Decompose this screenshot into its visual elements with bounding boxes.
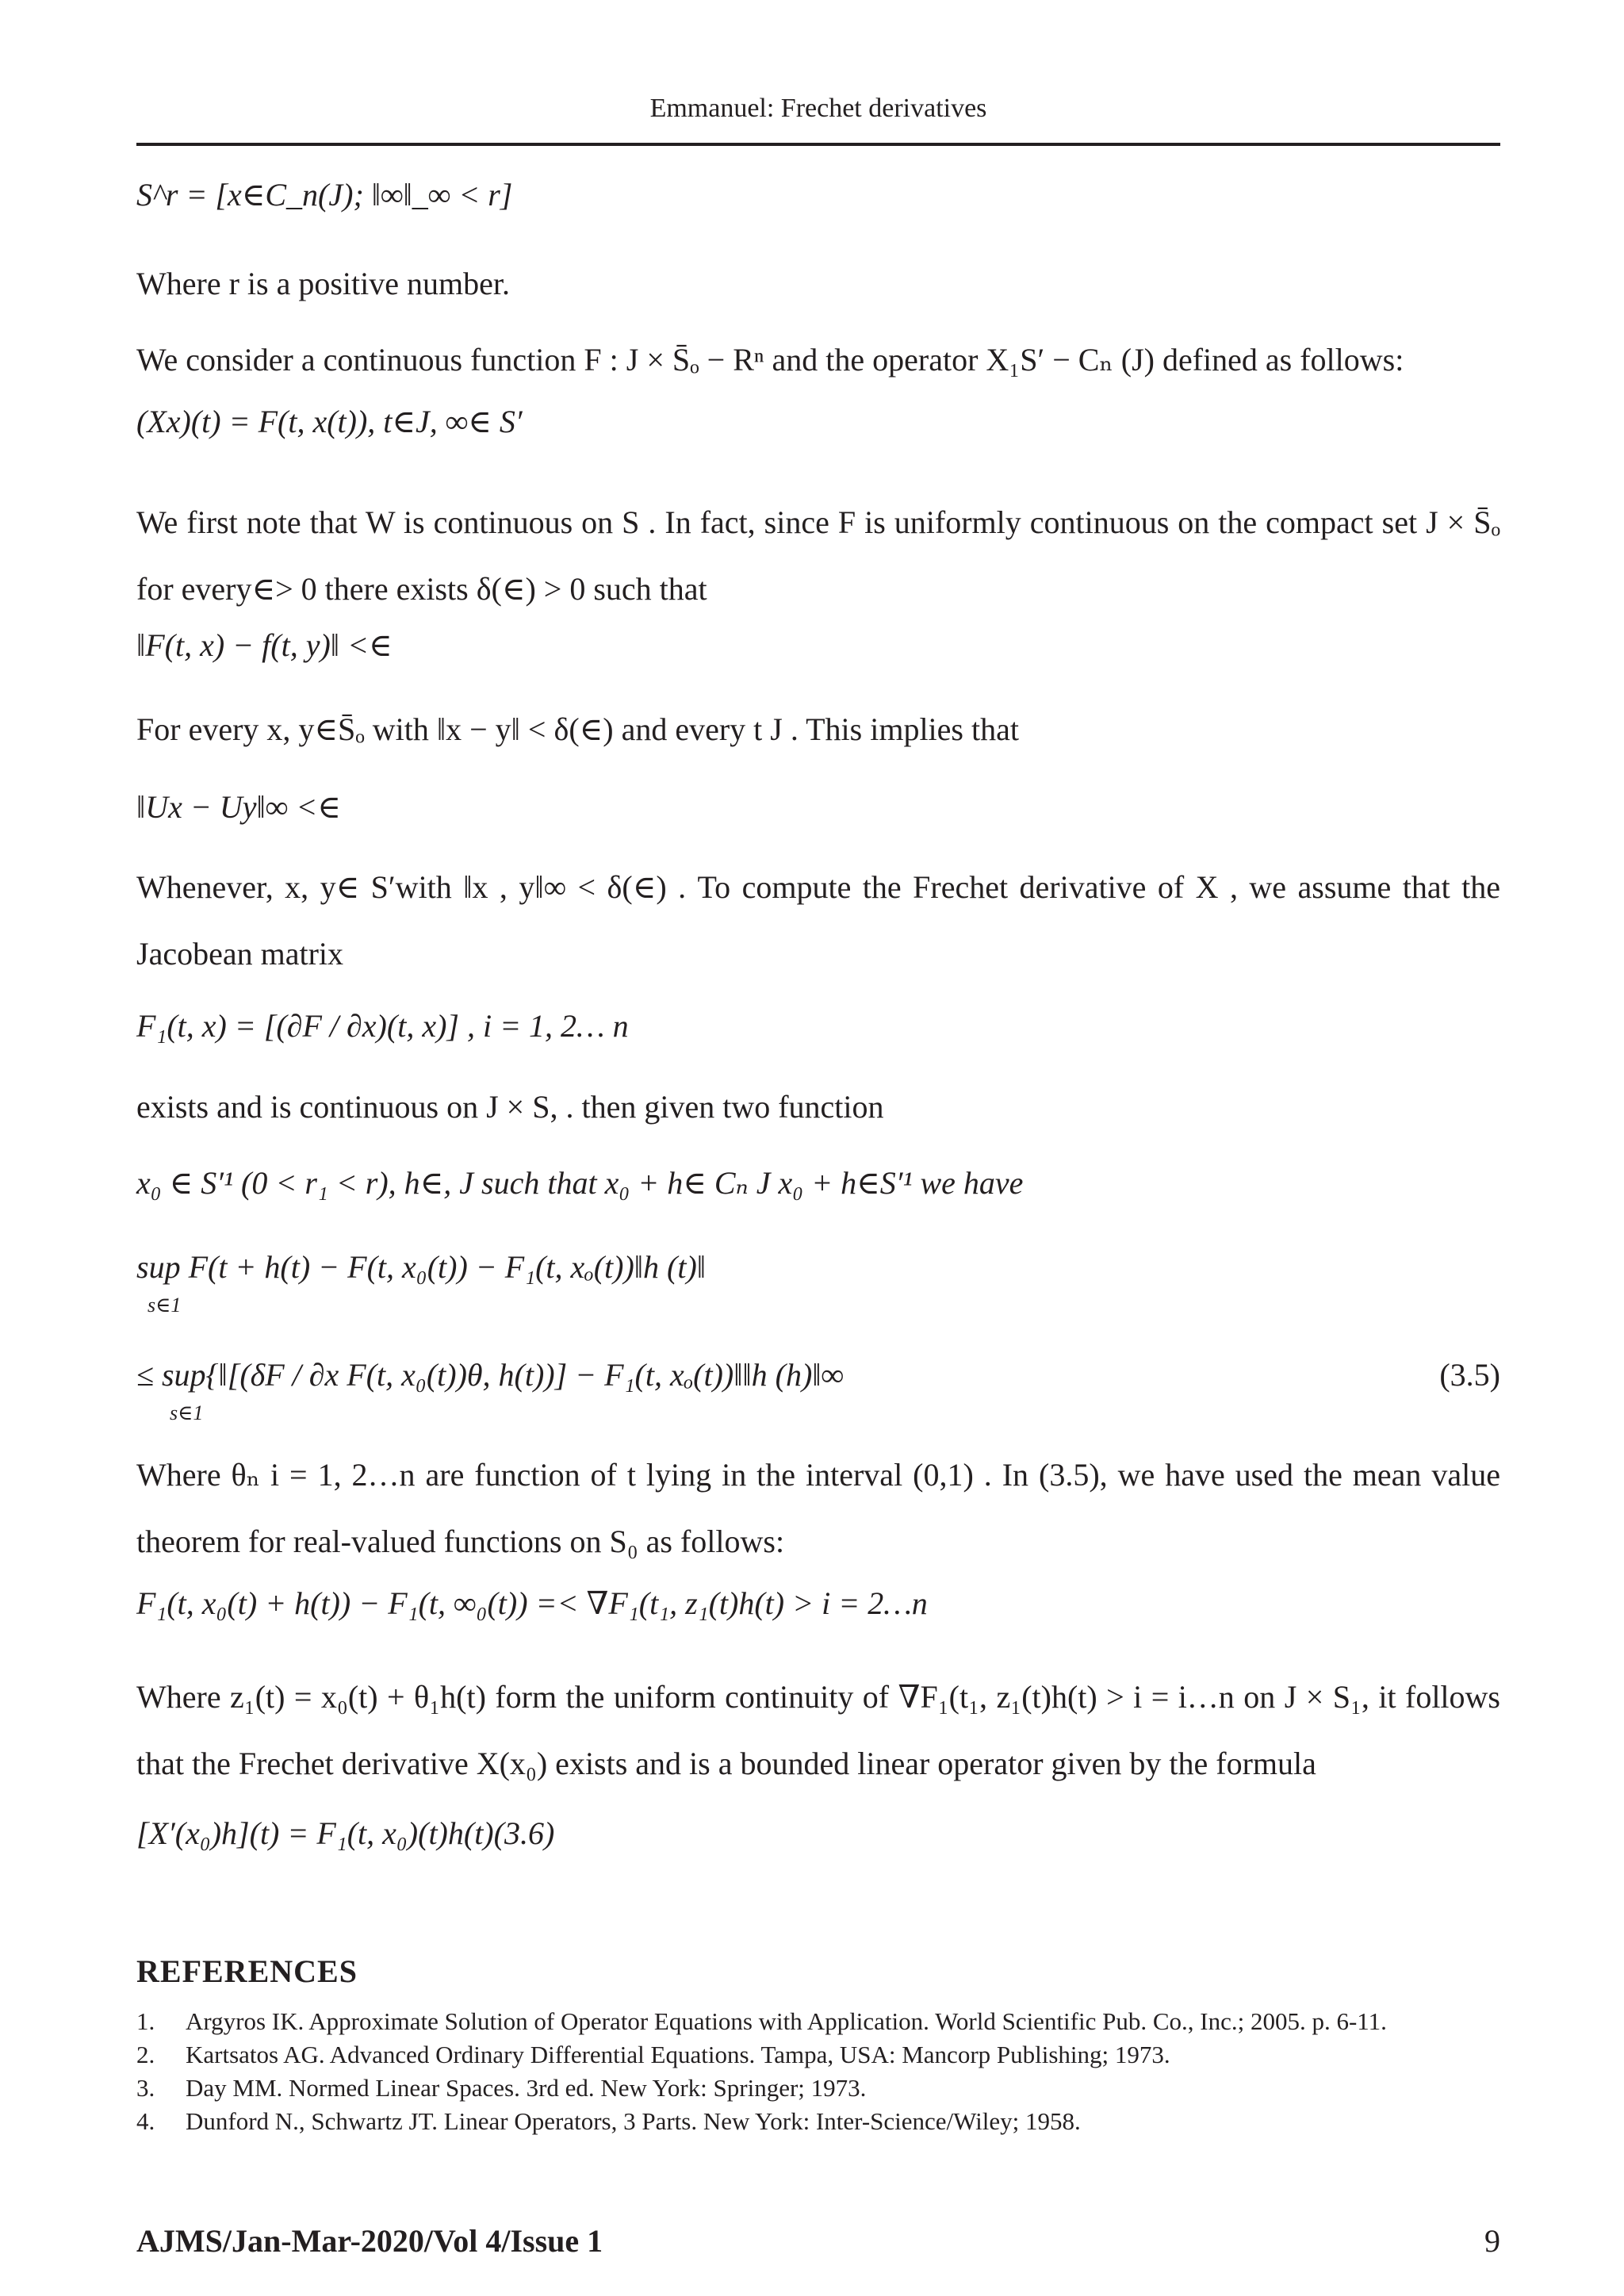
equation-3-6: [X′(x₀)h](t) = F₁(t, x₀)(t)h(t)(3.6) [136, 1815, 555, 1851]
paragraph-where-r: Where r is a positive number. [136, 266, 510, 301]
paragraph-where-theta: Where θₙ i = 1, 2…n are function of t lying in the interval (0,1) . In (3.5), we have used the mean value theorem for real-valued functions on S₀ as follows: [136, 1457, 1500, 1559]
reference-item [136, 2005, 1500, 2038]
equation-norm-1: ‖F(t, x) − f(t, y)‖ <∈ [136, 627, 393, 663]
footer-page-number: 9 [1484, 2223, 1500, 2259]
equation-number-3-5: (3.5) [1439, 1357, 1500, 1393]
paragraph-whenever: Whenever, x, y∈ S′with ‖x , y‖∞ < δ(∈) . To compute the Frechet derivative of X , we assume that the Jacobean matrix [136, 869, 1500, 972]
equation-sup-1: sup F(t + h(t) − F(t, x₀(t)) − F₁(t, xₒ(t))‖h (t)‖ [136, 1249, 707, 1285]
paragraph-first-note: We first note that W is continuous on S . In fact, since F is uniformly continuous on the compact set J × S̄ₒ for every∈> 0 there exists δ(∈) > 0 such that [136, 504, 1500, 607]
footer-journal: AJMS/Jan-Mar-2020/Vol 4/Issue 1 [136, 2223, 603, 2259]
header-rule [136, 143, 1500, 146]
reference-text: Dunford N., Schwartz JT. Linear Operators, 3 Parts. New York: Inter-Science/Wiley; 1958. [186, 2107, 1081, 2135]
equation-sup-2-subscript: s∈1 [170, 1401, 204, 1424]
reference-text: Day MM. Normed Linear Spaces. 3rd ed. New York: Springer; 1973. [186, 2074, 867, 2102]
paragraph-consider: We consider a continuous function F : J × S̄ₒ − Rⁿ and the operator X₁S′ − Cₙ (J) defined as follows: [136, 342, 1404, 378]
paragraph-exists: exists and is continuous on J × S, . then given two function [136, 1089, 884, 1125]
reference-item [136, 2105, 1500, 2138]
reference-text: Argyros IK. Approximate Solution of Operator Equations with Application. World Scientific Pub. Co., Inc.; 2005. p. 6-11. [186, 2007, 1387, 2035]
equation-x0: x₀ ∈ S′¹ (0 < r₁ < r), h∈, J such that x₀ + h∈ Cₙ J x₀ + h∈S′¹ we have [136, 1165, 1024, 1201]
reference-number: 4. [136, 2107, 155, 2135]
equation-sup-1-subscript: s∈1 [147, 1294, 182, 1317]
reference-text: Kartsatos AG. Advanced Ordinary Differential Equations. Tampa, USA: Mancorp Publishing; 1973. [186, 2041, 1170, 2068]
reference-number: 2. [136, 2041, 155, 2068]
equation-jacobian: F₁(t, x) = [(∂F / ∂x)(t, x)] , i = 1, 2… n [136, 1008, 629, 1044]
paragraph-where-z: Where z₁(t) = x₀(t) + θ₁h(t) form the uniform continuity of ∇F₁(t₁, z₁(t)h(t) > i = i…n on J × S₁, it follows that the Frechet derivative X(x₀) exists and is a bounded linear operator given by the formula [136, 1679, 1500, 1781]
equation-operator: (Xx)(t) = F(t, x(t)), t∈J, ∞∈ S′ [136, 404, 523, 439]
running-header: Emmanuel: Frechet derivatives [649, 94, 987, 123]
reference-item [136, 2072, 1500, 2105]
paragraph-for-every: For every x, y∈S̄ₒ with ‖x − y‖ < δ(∈) and every t J . This implies that [136, 711, 1019, 747]
equation-sup-2 [136, 1356, 1500, 1394]
reference-number: 3. [136, 2074, 155, 2102]
equation-sup-2-body: ≤ sup{‖[(δF / ∂x F(t, x₀(t))θ, h(t))] − F₁(t, xₒ(t))‖‖h (h)‖∞ [136, 1357, 845, 1393]
equation-sr: S^r = [x∈C_n(J); ‖∞‖_∞ < r] [136, 177, 513, 213]
references-list [136, 2005, 1500, 2138]
references-heading: REFERENCES [136, 1953, 358, 1989]
reference-number: 1. [136, 2007, 155, 2035]
equation-norm-2: ‖Ux − Uy‖∞ <∈ [136, 789, 341, 825]
reference-item [136, 2038, 1500, 2072]
equation-mean-value: F₁(t, x₀(t) + h(t)) − F₁(t, ∞₀(t)) =< ∇F₁(t₁, z₁(t)h(t) > i = 2…n [136, 1585, 928, 1621]
